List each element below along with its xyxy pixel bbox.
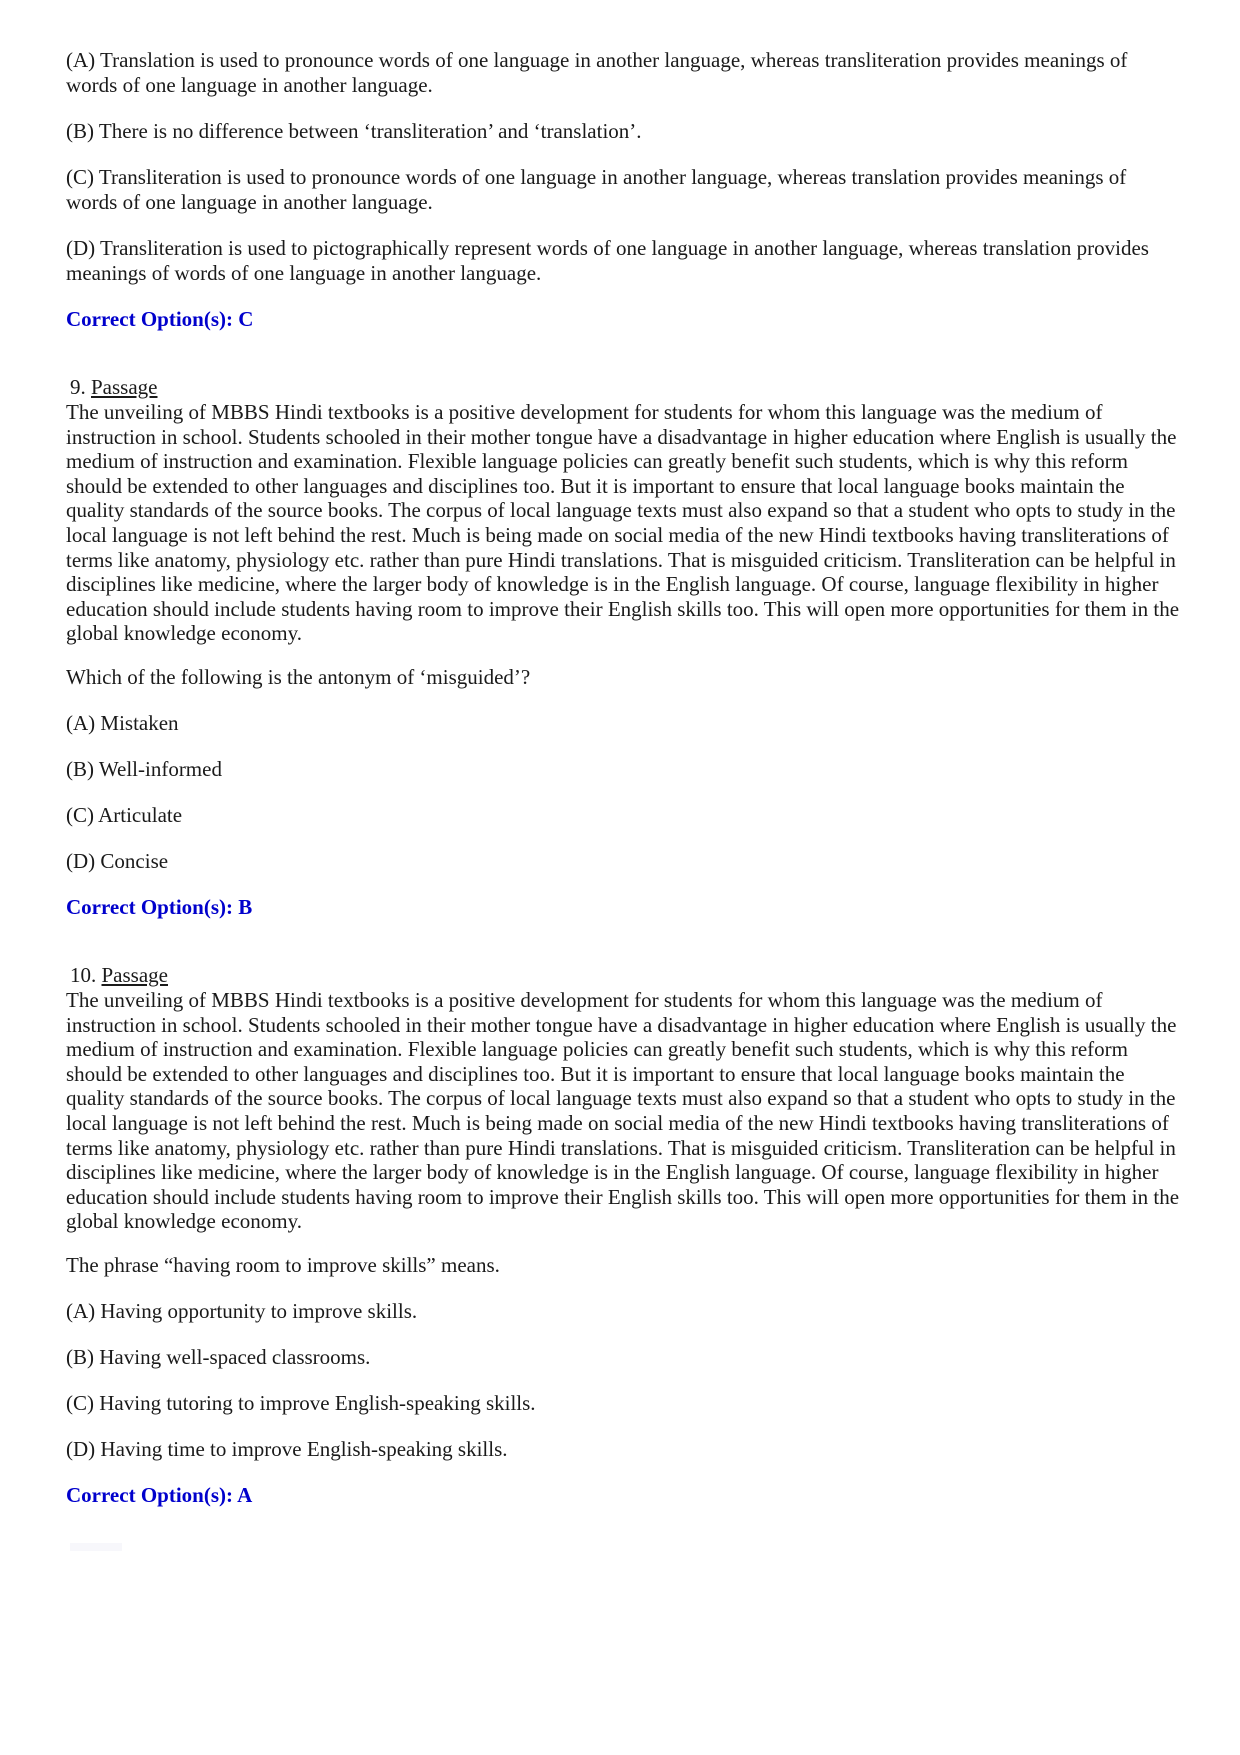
option-c: (C) Transliteration is used to pronounce words of one language in another language, whereas translation provides meanings of words of one language in another language.: [66, 165, 1127, 214]
option-b: (B) Well-informed: [66, 756, 222, 781]
question-stem: Which of the following is the antonym of ‘misguided’?: [66, 664, 531, 689]
passage-text: The unveiling of MBBS Hindi textbooks is a positive development for students for whom this language was the medium of instruction in school. Students schooled in their mother tongue have a disadvantage in higher education where English is usually the medium of instruction and examination. Flexible language policies can greatly benefit such students, which is why this reform should be extended to other languages and disciplines too. But it is important to ensure that local language books maintain the quality standards of the source books. The corpus of local language texts must also expand so that a student who opts to study in the local language is not left behind the rest. Much is being made on social media of the new Hindi textbooks having transliterations of terms like anatomy, physiology etc. rather than pure Hindi translations. That is misguided criticism. Transliteration can be helpful in disciplines like medicine, where the larger body of knowledge is in the English language. Of course, language flexibility in higher education should include students having room to improve their English skills too. This will open more opportunities for them in the global knowledge economy.: [66, 987, 1180, 1234]
option-b: (B) There is no difference between ‘transliteration’ and ‘translation’.: [66, 119, 642, 143]
question-9: [66, 375, 1181, 920]
faint-scan-mark: [70, 1543, 122, 1551]
option-a: (A) Translation is used to pronounce words of one language in another language, whereas transliteration provides meanings of words of one language in another language.: [66, 48, 1128, 97]
question-type-label: Passage: [101, 962, 168, 987]
correct-option-label: Correct Option(s): B: [66, 894, 253, 919]
question-10: [66, 963, 1181, 1508]
previous-question-options: [66, 48, 1181, 332]
question-number: 10.: [70, 962, 97, 987]
question-stem: The phrase “having room to improve skills” means.: [66, 1252, 500, 1277]
option-d: (D) Having time to improve English-speaking skills.: [66, 1436, 508, 1461]
document-page: [66, 48, 1181, 1508]
option-d: (D) Concise: [66, 848, 169, 873]
question-header: [66, 375, 1181, 400]
option-a: (A) Mistaken: [66, 710, 179, 735]
question-header: [66, 963, 1181, 988]
question-number: 9.: [70, 375, 86, 399]
correct-option-label: Correct Option(s): C: [66, 307, 254, 331]
option-d: (D) Transliteration is used to pictographically represent words of one language in another language, whereas translation provides meanings of words of one language in another language.: [66, 236, 1149, 285]
option-a: (A) Having opportunity to improve skills.: [66, 1298, 418, 1323]
option-c: (C) Having tutoring to improve English-speaking skills.: [66, 1390, 536, 1415]
correct-option-label: Correct Option(s): A: [66, 1482, 253, 1507]
option-b: (B) Having well-spaced classrooms.: [66, 1344, 371, 1369]
question-type-label: Passage: [91, 375, 158, 399]
passage-text: The unveiling of MBBS Hindi textbooks is a positive development for students for whom this language was the medium of instruction in school. Students schooled in their mother tongue have a disadvantage in higher education where English is usually the medium of instruction and examination. Flexible language policies can greatly benefit such students, which is why this reform should be extended to other languages and disciplines too. But it is important to ensure that local language books maintain the quality standards of the source books. The corpus of local language texts must also expand so that a student who opts to study in the local language is not left behind the rest. Much is being made on social media of the new Hindi textbooks having transliterations of terms like anatomy, physiology etc. rather than pure Hindi translations. That is misguided criticism. Transliteration can be helpful in disciplines like medicine, where the larger body of knowledge is in the English language. Of course, language flexibility in higher education should include students having room to improve their English skills too. This will open more opportunities for them in the global knowledge economy.: [66, 400, 1180, 646]
option-c: (C) Articulate: [66, 802, 183, 827]
